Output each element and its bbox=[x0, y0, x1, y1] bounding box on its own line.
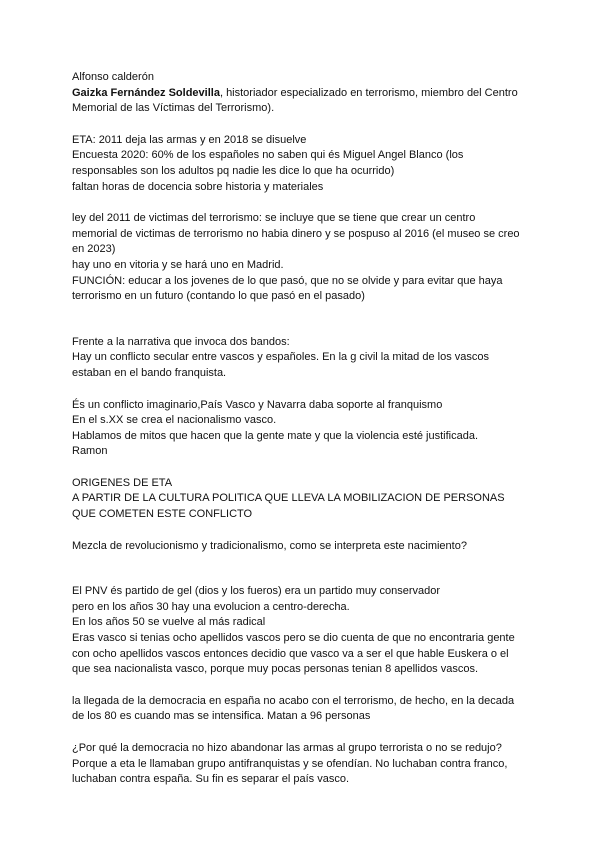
text-line: QUE COMETEN ESTE CONFLICTO bbox=[72, 508, 253, 521]
historian-name: Gaizka Fernández Soldevilla bbox=[72, 86, 220, 99]
document-page bbox=[72, 70, 532, 788]
block-law-2011 bbox=[72, 211, 532, 305]
text-line: En los años 50 se vuelve al más radical bbox=[72, 616, 266, 629]
text-line: luchaban contra españa. Su fin es separar el país vasco. bbox=[72, 773, 350, 786]
text-line: hay uno en vitoria y se hará uno en Madrid. bbox=[72, 258, 284, 271]
text-line: con ocho apellidos vascos entonces decidio que vasco va a ser el que hable Euskera o el bbox=[72, 647, 509, 660]
text-line: terrorismo en un futuro (contando lo que pasó en el pasado) bbox=[72, 290, 365, 303]
text-line: El PNV és partido de gel (dios y los fueros) era un partido muy conservador bbox=[72, 585, 441, 598]
intro-line-1 bbox=[72, 86, 532, 102]
block-question bbox=[72, 539, 532, 555]
text-line: Porque a eta le llamaban grupo antifranquistas y se ofendían. No luchaban contra franco, bbox=[72, 757, 508, 770]
text-line: Encuesta 2020: 60% de los españoles no saben qui és Miguel Angel Blanco (los bbox=[72, 149, 464, 162]
text-line: la llegada de la democracia en españa no acabo con el terrorismo, de hecho, en la decada bbox=[72, 694, 515, 707]
block-pnv bbox=[72, 584, 532, 678]
text-line: És un conflicto imaginario,País Vasco y Navarra daba soporte al franquismo bbox=[72, 398, 443, 411]
block-imaginary-conflict bbox=[72, 398, 532, 460]
text-line: ETA: 2011 deja las armas y en 2018 se disuelve bbox=[72, 133, 307, 146]
text-line: estaban en el bando franquista. bbox=[72, 366, 227, 379]
text-line: Mezcla de revolucionismo y tradicionalismo, como se interpreta este nacimiento? bbox=[72, 539, 467, 552]
text-line: Hay un conflicto secular entre vascos y españoles. En la g civil la mitad de los vascos bbox=[72, 351, 489, 364]
text-line: memorial de victimas de terrorismo no habia dinero y se pospuso al 2016 (el museo se creo bbox=[72, 227, 520, 240]
author-line: Alfonso calderón bbox=[72, 71, 154, 83]
text-line: A PARTIR DE LA CULTURA POLITICA QUE LLEVA LA MOBILIZACION DE PERSONAS bbox=[72, 492, 505, 505]
text-line: FUNCIÓN: educar a los jovenes de lo que pasó, que no se olvide y para evitar que haya bbox=[72, 274, 503, 287]
text-line: En el s.XX se crea el nacionalismo vasco. bbox=[72, 414, 277, 427]
text-line: de los 80 es cuando mas se intensifica. Matan a 96 personas bbox=[72, 710, 371, 723]
block-narrative bbox=[72, 335, 532, 382]
text-line: Ramon bbox=[72, 445, 108, 458]
text-line: ¿Por qué la democracia no hizo abandonar las armas al grupo terrorista o no se redujo? bbox=[72, 742, 502, 754]
text-line: responsables son los adultos pq nadie les dice lo que ha ocurrido) bbox=[72, 164, 395, 177]
block-eta-facts bbox=[72, 133, 532, 195]
text-line: Frente a la narrativa que invoca dos bandos: bbox=[72, 335, 290, 348]
text-line: ley del 2011 de victimas del terrorismo: se incluye que se tiene que crear un centro bbox=[72, 212, 476, 225]
text-line: que sea nacionalista vasco, porque muy pocas personas tenian 8 apellidos vascos. bbox=[72, 663, 479, 676]
block-why bbox=[72, 741, 532, 788]
intro-rest: , historiador especializado en terrorismo, miembro del Centro bbox=[219, 86, 518, 99]
text-line: en 2023) bbox=[72, 243, 116, 256]
section-heading: ORIGENES DE ETA bbox=[72, 476, 173, 489]
text-line: Eras vasco si tenias ocho apellidos vascos pero se dio cuenta de que no encontraria gente bbox=[72, 632, 515, 645]
text-line: faltan horas de docencia sobre historia y materiales bbox=[72, 180, 324, 193]
block-democracy bbox=[72, 694, 532, 725]
intro-line-2: Memorial de las Víctimas del Terrorismo). bbox=[72, 102, 275, 115]
text-line: pero en los años 30 hay una evolucion a centro-derecha. bbox=[72, 600, 350, 613]
block-eta-origins bbox=[72, 476, 532, 523]
text-line: Hablamos de mitos que hacen que la gente mate y que la violencia esté justificada. bbox=[72, 429, 479, 442]
